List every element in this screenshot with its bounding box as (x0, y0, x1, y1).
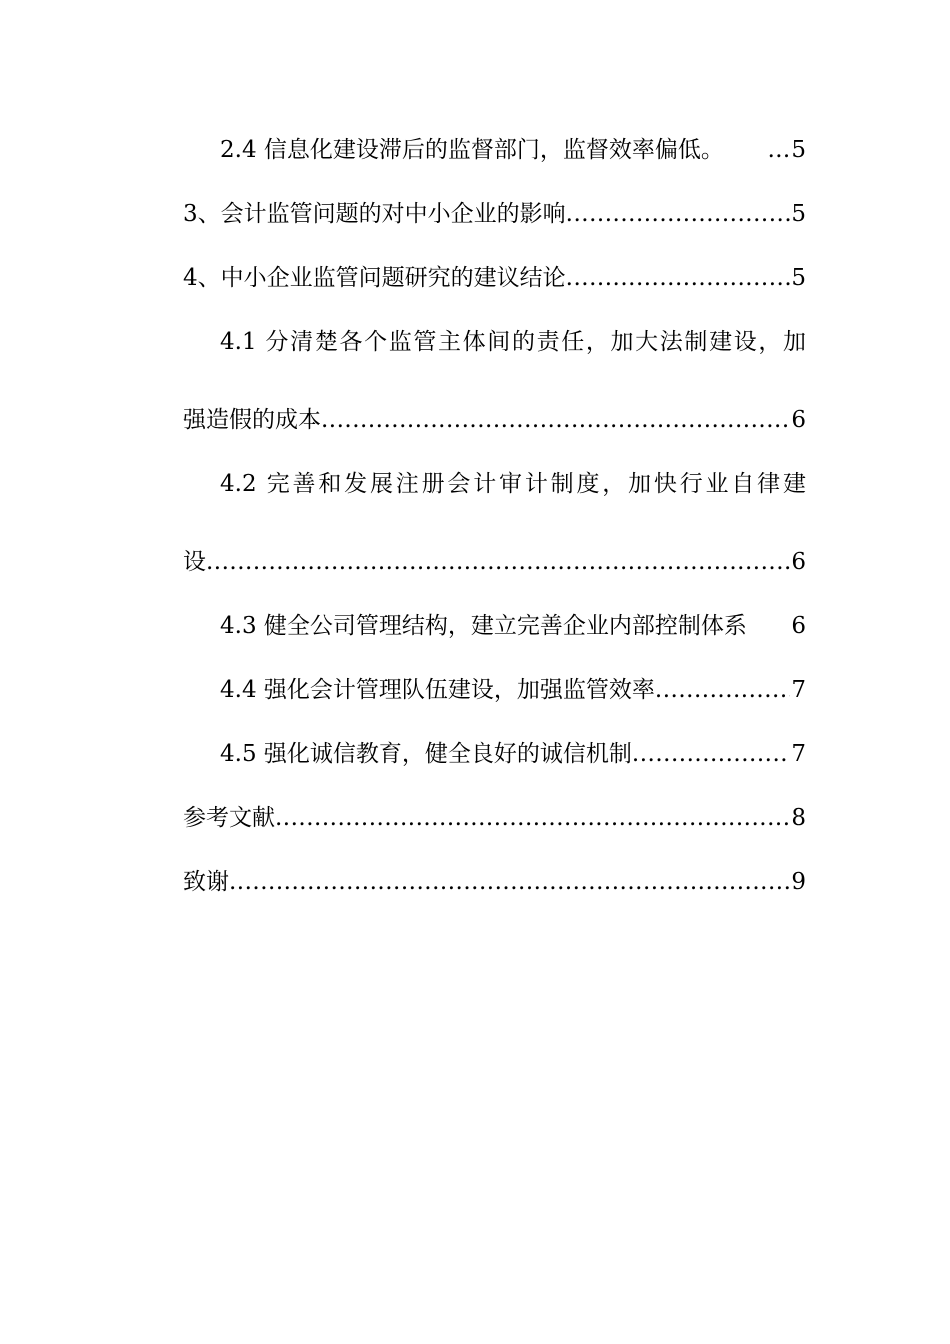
toc-entry-page: 6 (791, 407, 806, 433)
toc-entry-title-line1: 4.2 完善和发展注册会计审计制度，加快行业自律建 (220, 471, 806, 497)
toc-entry-acknowledgements[interactable] (183, 858, 806, 906)
toc-entry-leader (655, 666, 790, 714)
toc-entry-title: 2.4 信息化建设滞后的监督部门，监督效率偏低。 (220, 137, 724, 163)
toc-entry-page: 5 (791, 137, 806, 163)
toc-entry-title-line1: 4.1 分清楚各个监管主体间的责任，加大法制建设，加 (220, 329, 806, 355)
toc-entry-leader (566, 190, 791, 238)
toc-entry-leader (321, 396, 790, 444)
toc-entry-title-line2: 设 (183, 549, 206, 575)
toc-entry-title: 3、会计监管问题的对中小企业的影响 (183, 201, 566, 227)
toc-entry-leader (632, 730, 790, 778)
toc-entry-page: 6 (791, 549, 806, 575)
toc-entry-leader (275, 794, 790, 842)
table-of-contents (183, 126, 806, 906)
toc-entry-page: 5 (791, 265, 806, 291)
toc-entry-leader (206, 538, 790, 586)
toc-entry-page: 7 (791, 677, 806, 703)
toc-entry-4-2[interactable] (183, 460, 806, 586)
toc-entry-3[interactable] (183, 190, 806, 238)
toc-entry-leader (566, 254, 791, 302)
toc-entry-4-3[interactable] (183, 602, 806, 650)
toc-entry-references[interactable] (183, 794, 806, 842)
toc-entry-leader (229, 858, 790, 906)
toc-entry-page: 8 (791, 805, 806, 831)
toc-entry-title: 4.5 强化诚信教育，健全良好的诚信机制 (220, 741, 632, 767)
toc-entry-4[interactable] (183, 254, 806, 302)
toc-entry-2-4[interactable] (183, 126, 806, 174)
toc-entry-title: 4.3 健全公司管理结构，建立完善企业内部控制体系 (220, 613, 747, 639)
toc-entry-page: 9 (791, 869, 806, 895)
toc-entry-4-1[interactable] (183, 318, 806, 444)
toc-entry-4-4[interactable] (183, 666, 806, 714)
toc-entry-title: 4.4 强化会计管理队伍建设，加强监管效率 (220, 677, 655, 703)
toc-entry-page: 5 (791, 201, 806, 227)
toc-entry-leader: … (767, 137, 791, 163)
toc-entry-page: 7 (791, 741, 806, 767)
toc-entry-4-5[interactable] (183, 730, 806, 778)
toc-entry-page: 6 (791, 613, 806, 639)
toc-entry-title-line2: 强造假的成本 (183, 407, 321, 433)
toc-entry-title: 致谢 (183, 869, 229, 895)
toc-entry-title: 4、中小企业监管问题研究的建议结论 (183, 265, 566, 291)
toc-entry-title: 参考文献 (183, 805, 275, 831)
